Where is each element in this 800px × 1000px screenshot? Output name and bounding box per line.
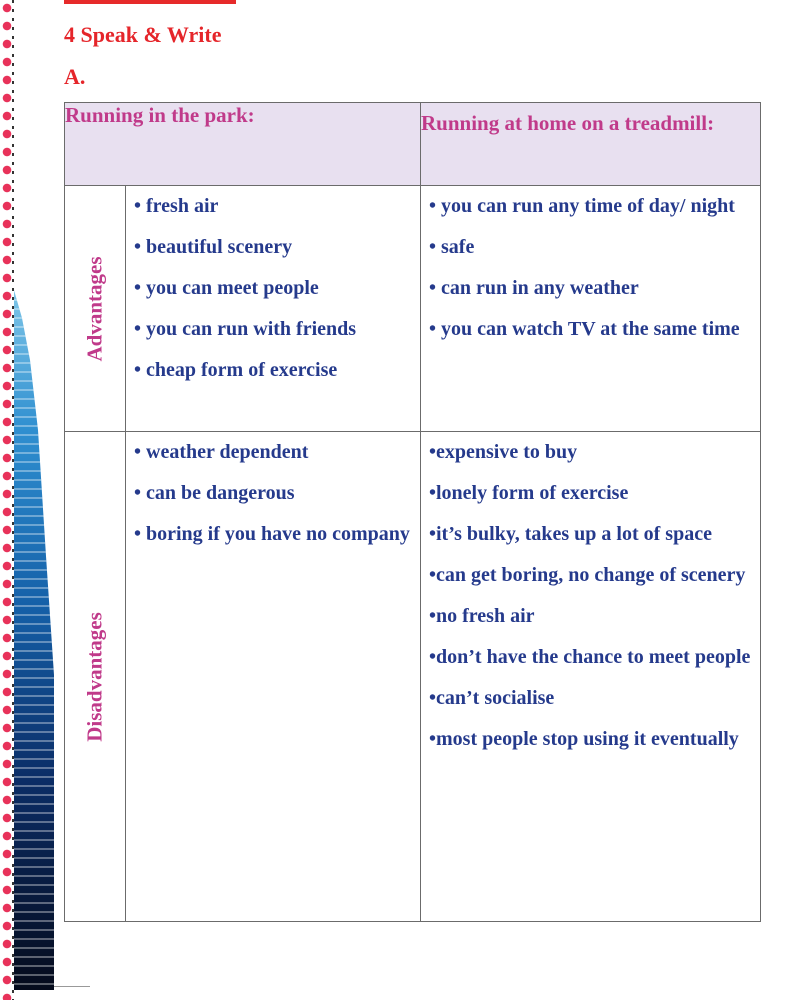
advantages-cell — [65, 186, 126, 432]
advantages-row — [65, 186, 761, 432]
header-row — [65, 103, 761, 186]
list-item: • can be dangerous — [134, 482, 295, 504]
list-item: • you can watch TV at the same time — [429, 318, 740, 340]
top-red-bar — [64, 0, 236, 4]
list-item: • can run in any weather — [429, 277, 639, 299]
decorative-wave-graphic — [14, 290, 54, 990]
header-treadmill: Running at home on a treadmill: — [421, 103, 761, 186]
section-label: A. — [64, 64, 86, 89]
advantages-label: Advantages — [82, 255, 107, 362]
treadmill-disadvantages-list — [421, 432, 760, 760]
list-item: • you can meet people — [134, 277, 319, 299]
disadvantages-row — [65, 432, 761, 922]
treadmill-advantages-list — [421, 186, 760, 350]
treadmill-disadvantages-cell — [421, 432, 761, 922]
comparison-table — [64, 102, 761, 922]
list-item: • safe — [429, 236, 475, 258]
park-advantages-cell — [126, 186, 421, 432]
list-item: • cheap form of exercise — [134, 359, 338, 381]
list-item: •no fresh air — [429, 605, 535, 627]
list-item: •can’t socialise — [429, 687, 555, 709]
header-park: Running in the park: — [65, 103, 421, 186]
list-item: •it’s bulky, takes up a lot of space — [429, 523, 712, 545]
list-item: •don’t have the chance to meet people — [429, 646, 751, 668]
list-item: • you can run any time of day/ night — [429, 195, 735, 217]
list-item: •expensive to buy — [429, 441, 578, 463]
page-heading: 4 Speak & Write — [64, 22, 222, 47]
park-disadvantages-list — [126, 432, 420, 555]
disadvantages-cell — [65, 432, 126, 922]
park-advantages-list — [126, 186, 420, 391]
disadvantages-label: Disadvantages — [82, 611, 107, 742]
list-item: • weather dependent — [134, 441, 309, 463]
list-item: • fresh air — [134, 195, 219, 217]
list-item: •lonely form of exercise — [429, 482, 629, 504]
treadmill-advantages-cell — [421, 186, 761, 432]
footer-rule — [54, 986, 90, 987]
park-disadvantages-cell — [126, 432, 421, 922]
list-item: • beautiful scenery — [134, 236, 293, 258]
list-item: •most people stop using it eventually — [429, 728, 739, 750]
list-item: • you can run with friends — [134, 318, 357, 340]
decorative-thread — [12, 0, 14, 1000]
list-item: • boring if you have no company — [134, 523, 410, 545]
list-item: •can get boring, no change of scenery — [429, 564, 746, 586]
